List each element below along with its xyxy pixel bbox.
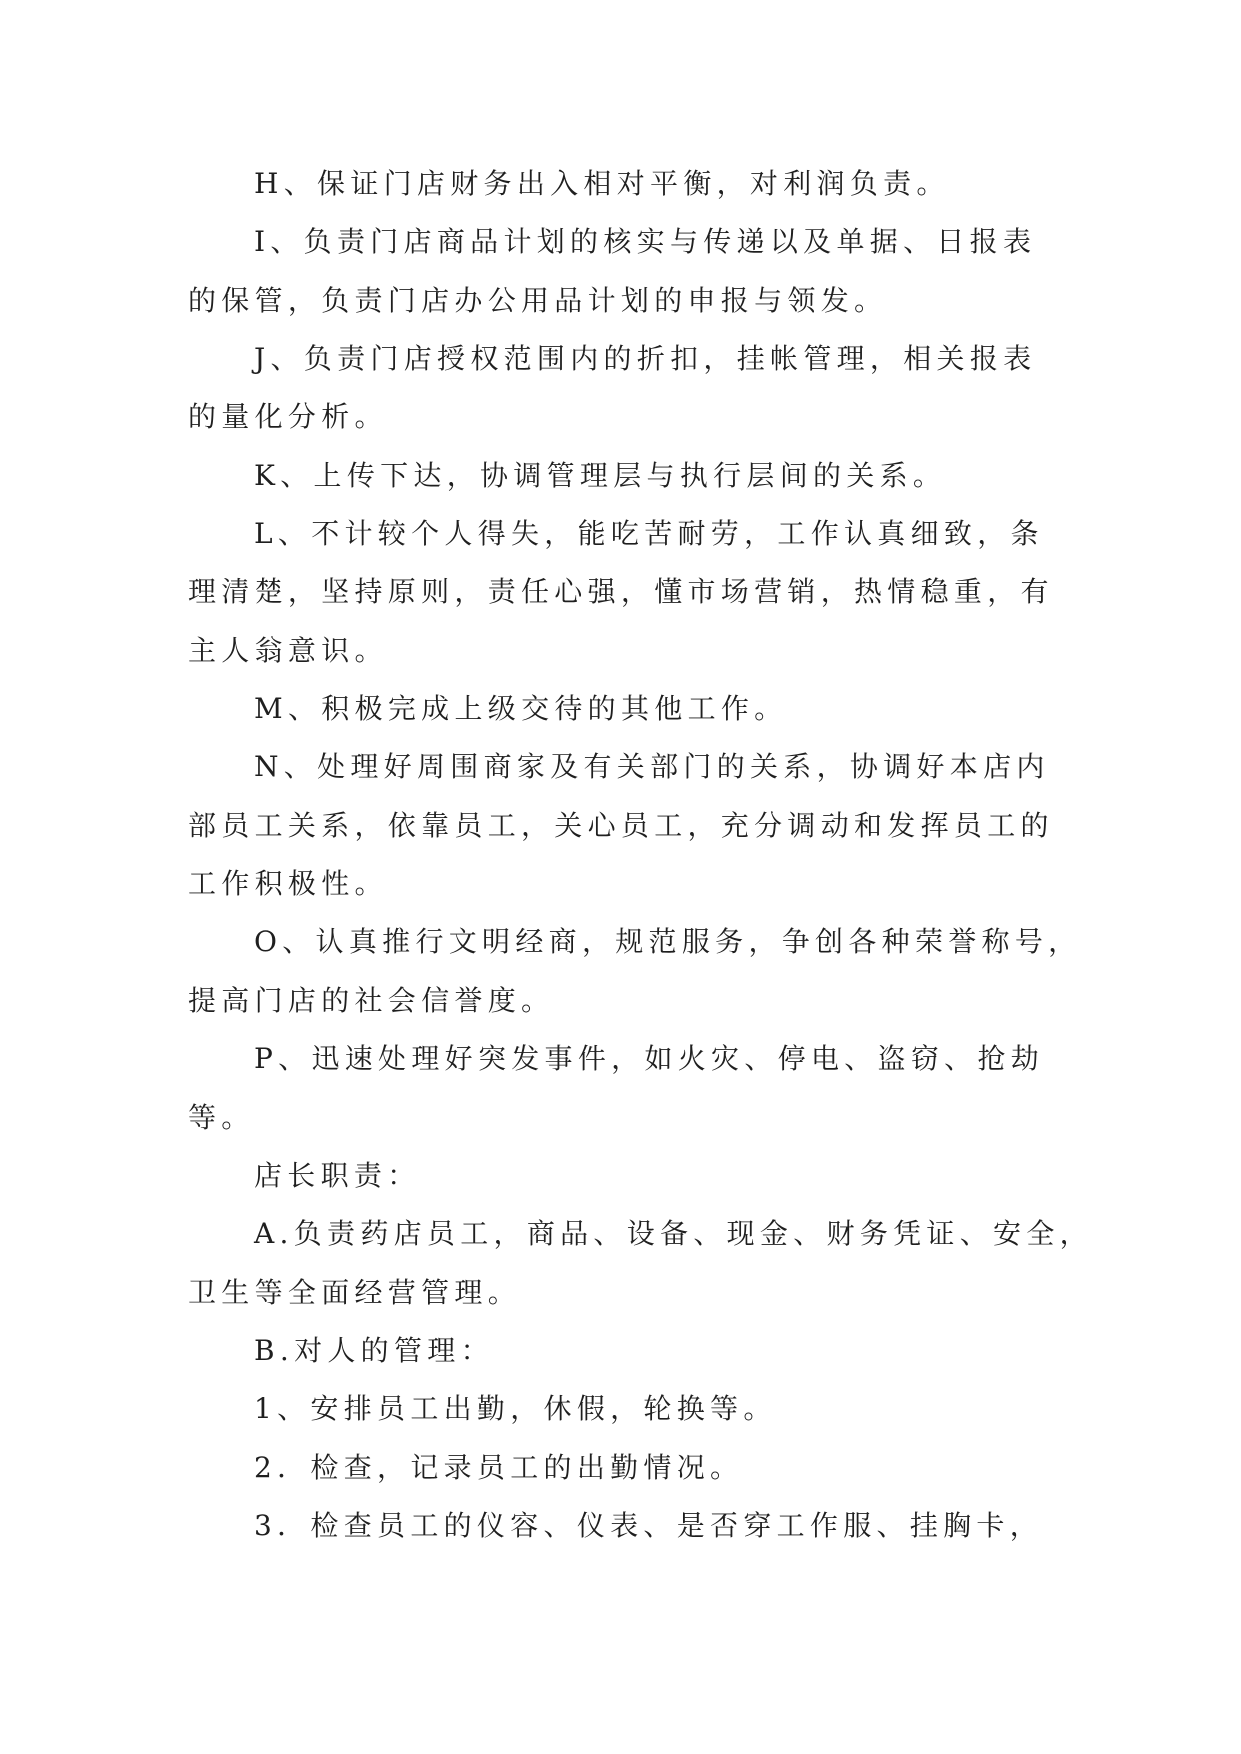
paragraph-item-h xyxy=(188,155,1088,213)
text-line: M、积极完成上级交待的其他工作。 xyxy=(254,692,788,726)
text-line: 部员工关系，依靠员工，关心员工，充分调动和发挥员工的 xyxy=(188,808,1054,842)
list-item-1 xyxy=(188,1380,1088,1438)
paragraph-item-o xyxy=(188,913,1088,1030)
section-heading: 店长职责： xyxy=(254,1158,421,1192)
paragraph-item-k xyxy=(188,447,1088,505)
text-line: K、上传下达，协调管理层与执行层间的关系。 xyxy=(254,458,947,492)
paragraph-item-j xyxy=(188,330,1088,447)
document-body xyxy=(188,155,1093,1555)
text-line: I、负责门店商品计划的核实与传递以及单据、日报表 xyxy=(254,225,1037,259)
paragraph-item-p xyxy=(188,1030,1088,1147)
text-line: 主人翁意识。 xyxy=(188,633,388,667)
text-line: 提高门店的社会信誉度。 xyxy=(188,983,555,1017)
paragraph-item-b xyxy=(188,1322,1088,1380)
section-heading-manager-duties xyxy=(188,1147,1088,1205)
paragraph-item-n xyxy=(188,738,1088,913)
paragraph-item-i xyxy=(188,213,1088,330)
text-line: 卫生等全面经营管理。 xyxy=(188,1275,522,1309)
text-line: 工作积极性。 xyxy=(188,867,388,901)
text-line: J、负责门店授权范围内的折扣，挂帐管理，相关报表 xyxy=(254,342,1037,376)
list-item-3 xyxy=(188,1497,1088,1555)
text-line: N、处理好周围商家及有关部门的关系，协调好本店内 xyxy=(254,750,1050,784)
text-line: 2．检查，记录员工的出勤情况。 xyxy=(254,1450,744,1484)
text-line: 等。 xyxy=(188,1100,255,1134)
paragraph-item-m xyxy=(188,680,1088,738)
text-line: B.对人的管理： xyxy=(254,1333,494,1367)
text-line: 的保管，负责门店办公用品计划的申报与领发。 xyxy=(188,283,888,317)
paragraph-item-l xyxy=(188,505,1088,680)
text-line: P、迅速处理好突发事件，如火灾、停电、盗窃、抢劫 xyxy=(254,1042,1045,1076)
text-line: O、认真推行文明经商，规范服务，争创各种荣誉称号， xyxy=(254,925,1082,959)
text-line: 理清楚，坚持原则，责任心强，懂市场营销，热情稳重，有 xyxy=(188,575,1054,609)
text-line: L、不计较个人得失，能吃苦耐劳，工作认真细致，条 xyxy=(254,517,1044,551)
text-line: A.负责药店员工，商品、设备、现金、财务凭证、安全， xyxy=(254,1217,1093,1251)
text-line: 1、安排员工出勤，休假，轮换等。 xyxy=(254,1392,777,1426)
text-line: H、保证门店财务出入相对平衡，对利润负责。 xyxy=(254,167,950,200)
paragraph-item-a xyxy=(188,1205,1093,1322)
list-item-2 xyxy=(188,1439,1088,1497)
text-line: 3．检查员工的仪容、仪表、是否穿工作服、挂胸卡， xyxy=(254,1508,1044,1542)
text-line: 的量化分析。 xyxy=(188,400,388,434)
